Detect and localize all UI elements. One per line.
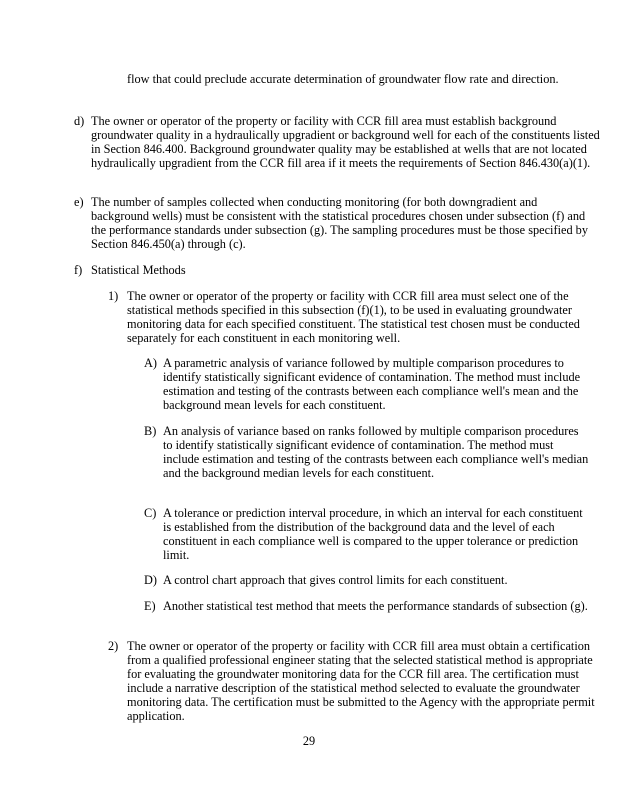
continuation-paragraph: flow that could preclude accurate determination of groundwater flow rate and direction. bbox=[127, 72, 559, 86]
subitem-1-paragraph: The owner or operator of the property or facility with CCR fill area must select one of the statistical methods specified in this subsection (f)(1), to be used in evaluating groundwater monitoring data for each specified constituent. The statistical test chosen must be conducted separately for each constituent in each monitoring well. bbox=[127, 289, 580, 345]
item-f-heading: Statistical Methods bbox=[91, 263, 186, 277]
subitem-2-marker: 2) bbox=[108, 639, 119, 653]
option-b-marker: B) bbox=[144, 424, 157, 438]
item-f-marker: f) bbox=[74, 263, 83, 277]
option-a-marker: A) bbox=[144, 356, 157, 370]
option-a-paragraph: A parametric analysis of variance followed by multiple comparison procedures to identify statistically significant evidence of contamination. The method must include estimation and testing of the contrasts between each compliance well's mean and the background mean levels for each constituent. bbox=[163, 356, 581, 412]
option-c-marker: C) bbox=[144, 506, 157, 520]
item-e-marker: e) bbox=[74, 195, 84, 209]
item-d-marker: d) bbox=[74, 114, 85, 128]
item-e-paragraph: The number of samples collected when conducting monitoring (for both downgradient and background wells) must be consistent with the statistical procedures chosen under subsection (f) and the performance standards under subsection (g). The sampling procedures must be those specified by Section 846.450(a) through (c). bbox=[91, 195, 588, 251]
subitem-1-marker: 1) bbox=[108, 289, 119, 303]
option-d-marker: D) bbox=[144, 573, 157, 587]
option-e-paragraph: Another statistical test method that meets the performance standards of subsection (g). bbox=[163, 599, 588, 613]
page-number: 29 bbox=[302, 734, 316, 748]
item-d-paragraph: The owner or operator of the property or facility with CCR fill area must establish background groundwater quality in a hydraulically upgradient or background well for each of the constituents listed in Section 846.400. Background groundwater quality may be established at wells that are not located hydraulically upgradient from the CCR fill area if it meets the requirements of Section 846.430(a)(1). bbox=[91, 114, 600, 170]
subitem-2-paragraph: The owner or operator of the property or facility with CCR fill area must obtain a certification from a qualified professional engineer stating that the selected statistical method is appropriate for evaluating the groundwater monitoring data for the CCR fill area. The certification must include a narrative description of the statistical method selected to evaluate the groundwater monitoring data. The certification must be submitted to the Agency with the appropriate permit application. bbox=[127, 639, 595, 723]
option-e-marker: E) bbox=[144, 599, 156, 613]
option-d-paragraph: A control chart approach that gives control limits for each constituent. bbox=[163, 573, 508, 587]
option-c-paragraph: A tolerance or prediction interval procedure, in which an interval for each constituent is established from the distribution of the background data and the level of each constituent in each compliance well is compared to the upper tolerance or prediction limit. bbox=[163, 506, 583, 562]
option-b-paragraph: An analysis of variance based on ranks followed by multiple comparison procedures to identify statistically significant evidence of contamination. The method must include estimation and testing of the contrasts between each compliance well's median and the background median levels for each constituent. bbox=[163, 424, 589, 480]
